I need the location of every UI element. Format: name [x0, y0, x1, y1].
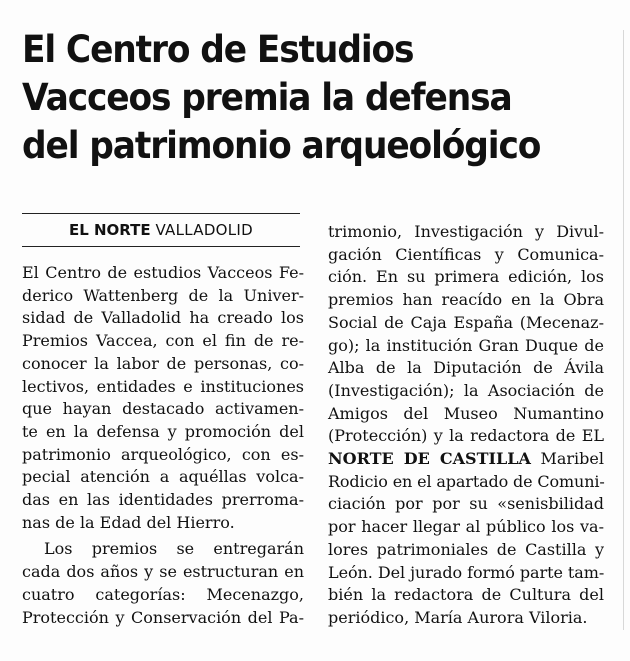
text-line: das en las identidades prerroma-	[22, 490, 304, 510]
text-line: lores patrimoniales de Castilla y	[328, 539, 604, 559]
text-line: patrimonio arqueológico, con es-	[22, 444, 304, 464]
text-line: pecial atención a aquéllas volca-	[22, 467, 304, 487]
text-line: Los premios se entregarán	[44, 539, 304, 559]
text-line: derico Wattenberg de la Univer-	[22, 285, 304, 305]
text-line: Amigos del Museo Numantino	[328, 403, 604, 423]
text-line: Social de Caja España (Mecenaz-	[328, 312, 604, 332]
text-line: go); la institución Gran Duque de	[328, 335, 604, 355]
text-line: Premios Vaccea, con el fin de re-	[22, 331, 304, 351]
text-fragment: Maribel	[530, 449, 604, 469]
text-line: ción. En su primera edición, los	[328, 267, 604, 287]
text-line: por hacer llegar al público los va-	[328, 517, 604, 537]
text-line: Alba de la Diputación de Ávila	[328, 358, 604, 378]
byline-bottom-rule	[22, 246, 300, 247]
byline-place: VALLADOLID	[155, 221, 254, 239]
article-column-right	[328, 221, 604, 630]
text-line: Protección y Conservación del Pa-	[22, 607, 304, 627]
headline-line: El Centro de Estudios	[22, 28, 414, 71]
byline-source: EL NORTE	[68, 221, 151, 239]
text-line	[328, 448, 604, 471]
headline-line: Vacceos premia la defensa	[22, 76, 512, 119]
text-line: bién la redactora de Cultura del	[328, 585, 604, 605]
article-column-left	[22, 262, 304, 629]
newspaper-name-bold: NORTE DE CASTILLA	[328, 449, 531, 469]
text-line: El Centro de estudios Vacceos Fe-	[22, 263, 304, 282]
text-line: que hayan destacado activamen-	[22, 399, 304, 419]
text-line: te en la defensa y promoción del	[22, 421, 304, 441]
text-line: periódico, María Aurora Viloria.	[328, 607, 588, 627]
text-line: lectivos, entidades e instituciones	[22, 376, 304, 396]
text-line: cuatro categorías: Mecenazgo,	[22, 584, 304, 604]
text-line: conocer la labor de personas, co-	[22, 353, 304, 373]
text-line: sidad de Valladolid ha creado los	[22, 308, 304, 328]
byline	[22, 217, 300, 243]
byline-top-rule	[22, 213, 300, 214]
scan-edge-line	[623, 30, 624, 630]
headline-line: del patrimonio arqueológico	[22, 124, 541, 167]
text-line: nas de la Edad del Hierro.	[22, 512, 235, 532]
text-line: (Investigación); la Asociación de	[328, 380, 604, 400]
text-line: trimonio, Investigación y Divul-	[328, 222, 604, 241]
text-line: Rodicio en el apartado de Comuni-	[328, 471, 605, 491]
headline	[22, 26, 571, 170]
text-line: premios han reacído en la Obra	[328, 290, 604, 310]
article-paragraph	[22, 538, 304, 629]
text-line: gación Científicas y Comunica-	[328, 244, 604, 264]
text-line: León. Del jurado formó parte tam-	[328, 562, 605, 582]
text-line: ciación por por su «senisbilidad	[328, 494, 604, 514]
text-line: cada dos años y se estructuran en	[22, 562, 304, 582]
text-line: (Protección) y la redactora de EL	[328, 426, 604, 446]
article-paragraph	[22, 262, 304, 534]
